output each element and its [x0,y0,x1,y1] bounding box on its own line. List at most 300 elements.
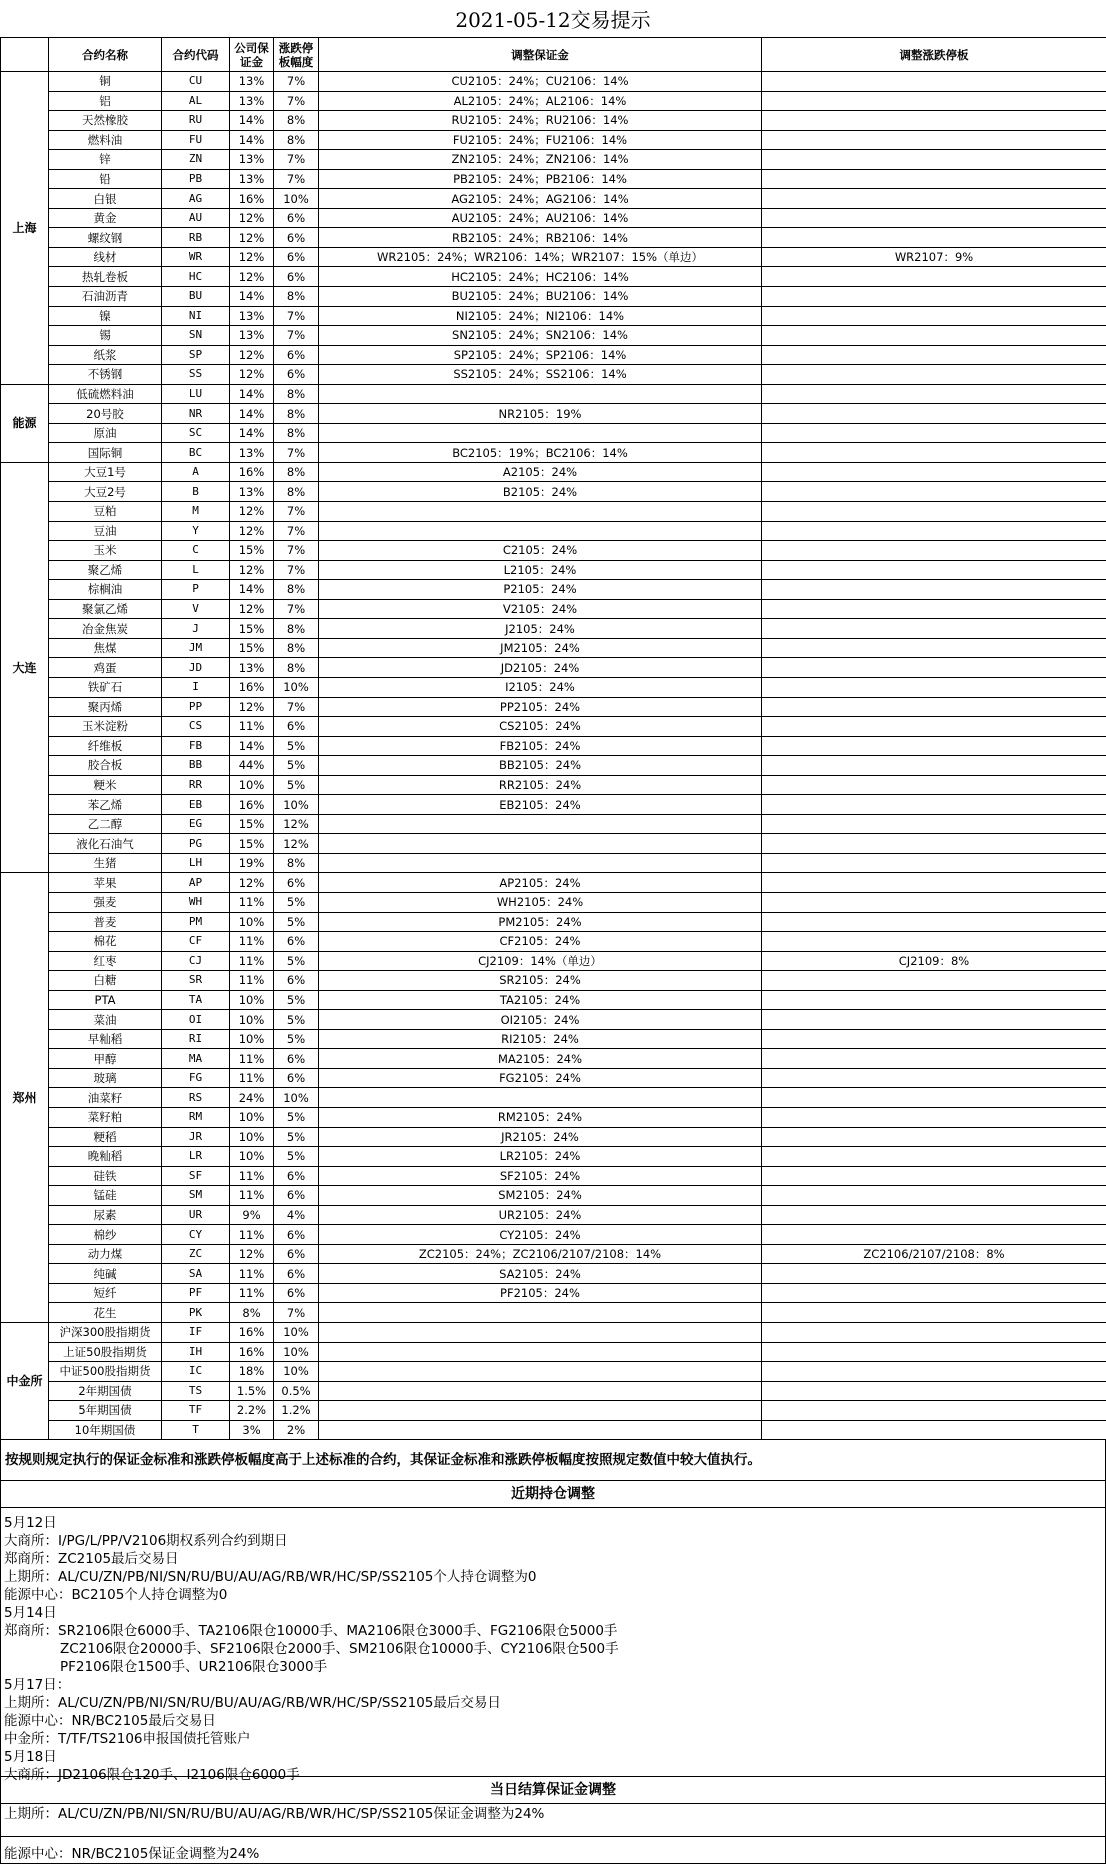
table-row [1,1401,1106,1421]
adjusted-limit-cell [762,873,1106,893]
adjusted-limit-cell [762,423,1106,443]
adjusted-margin-cell: RI2105：24% [319,1029,762,1049]
adjusted-limit-cell [762,619,1106,639]
position-line: 5月12日 [4,1515,57,1532]
table-row [1,541,1106,561]
table-row [1,247,1106,267]
settlement-adjustments [0,1804,1106,1864]
adjusted-limit-cell [762,912,1106,932]
price-limit-cell: 5% [274,1029,319,1049]
table-row [1,756,1106,776]
exchange-cell: 能源 [1,384,49,462]
price-limit-cell: 8% [274,287,319,307]
contract-name-cell: 豆油 [49,521,162,541]
company-margin-cell: 10% [230,775,274,795]
adjusted-limit-cell [762,736,1106,756]
adjusted-margin-cell [319,1362,762,1382]
adjusted-margin-cell: ZN2105：24%；ZN2106：14% [319,150,762,170]
company-margin-cell: 12% [230,697,274,717]
contract-name-cell: 铝 [49,91,162,111]
adjusted-limit-cell [762,482,1106,502]
table-row [1,951,1106,971]
price-limit-cell: 6% [274,345,319,365]
price-limit-cell: 10% [274,677,319,697]
contract-code-cell: SP [162,345,230,365]
contract-name-cell: PTA [49,990,162,1010]
adjusted-limit-cell [762,814,1106,834]
contract-code-cell: AL [162,91,230,111]
company-margin-cell: 12% [230,247,274,267]
company-margin-cell: 14% [230,404,274,424]
contract-name-cell: 尿素 [49,1205,162,1225]
adjusted-margin-cell: RB2105：24%；RB2106：14% [319,228,762,248]
table-row [1,423,1106,443]
price-limit-cell: 5% [274,990,319,1010]
adjusted-margin-cell: JM2105：24% [319,638,762,658]
table-row [1,736,1106,756]
adjusted-limit-cell [762,169,1106,189]
table-row [1,599,1106,619]
adjusted-margin-cell [319,384,762,404]
contract-code-cell: V [162,599,230,619]
table-row [1,1127,1106,1147]
adjusted-limit-cell [762,91,1106,111]
adjusted-margin-cell: SF2105：24% [319,1166,762,1186]
table-row [1,1225,1106,1245]
price-limit-cell: 6% [274,365,319,385]
contract-code-cell: IF [162,1323,230,1343]
price-limit-cell: 5% [274,1010,319,1030]
adjusted-limit-cell [762,1401,1106,1421]
adjusted-limit-cell [762,1362,1106,1382]
table-row [1,130,1106,150]
company-margin-cell: 10% [230,912,274,932]
contract-code-cell: RI [162,1029,230,1049]
price-limit-cell: 0.5% [274,1381,319,1401]
position-line: 5月18日 [4,1749,57,1766]
company-margin-cell: 18% [230,1362,274,1382]
contract-name-cell: 燃料油 [49,130,162,150]
contract-name-cell: 豆粕 [49,502,162,522]
table-row [1,345,1106,365]
contract-name-cell: 黄金 [49,208,162,228]
contract-name-cell: 胶合板 [49,756,162,776]
adjusted-margin-cell: BU2105：24%；BU2106：14% [319,287,762,307]
table-row [1,560,1106,580]
adjusted-margin-cell: V2105：24% [319,599,762,619]
adjusted-limit-cell [762,502,1106,522]
contract-name-cell: 锰硅 [49,1186,162,1206]
table-row [1,287,1106,307]
adjusted-margin-cell: CJ2109：14%（单边） [319,951,762,971]
company-margin-cell: 15% [230,541,274,561]
header-company-margin: 公司保证金 [230,38,274,72]
rule-note: 按规则规定执行的保证金标准和涨跌停板幅度高于上述标准的合约，其保证金标准和涨跌停板幅度按照规定数值中较大值执行。 [0,1440,1106,1480]
adjusted-margin-cell: MA2105：24% [319,1049,762,1069]
position-line: ZC2106限仓20000手、SF2106限仓2000手、SM2106限仓10000手、CY2106限仓500手 [60,1641,619,1658]
contract-name-cell: 短纤 [49,1283,162,1303]
adjusted-margin-cell [319,521,762,541]
price-limit-cell: 7% [274,326,319,346]
adjusted-limit-cell [762,1068,1106,1088]
contract-code-cell: LU [162,384,230,404]
position-line: 郑商所：SR2106限仓6000手、TA2106限仓10000手、MA2106限仓3000手、FG2106限仓5000手 [4,1623,618,1640]
company-margin-cell: 11% [230,971,274,991]
table-row [1,619,1106,639]
contract-name-cell: 10年期国债 [49,1420,162,1440]
adjusted-limit-cell [762,1420,1106,1440]
adjusted-margin-cell: WR2105：24%；WR2106：14%；WR2107：15%（单边） [319,247,762,267]
adjusted-margin-cell: C2105：24% [319,541,762,561]
header-exchange [1,38,49,72]
position-line: 能源中心：BC2105个人持仓调整为0 [4,1587,228,1604]
company-margin-cell: 13% [230,169,274,189]
table-row [1,932,1106,952]
price-limit-cell: 6% [274,228,319,248]
contract-code-cell: SS [162,365,230,385]
contract-name-cell: 玉米 [49,541,162,561]
contract-name-cell: 玉米淀粉 [49,717,162,737]
company-margin-cell: 8% [230,1303,274,1323]
adjusted-margin-cell: WH2105：24% [319,892,762,912]
adjusted-margin-cell: TA2105：24% [319,990,762,1010]
adjusted-limit-cell [762,1010,1106,1030]
adjusted-margin-cell: AL2105：24%；AL2106：14% [319,91,762,111]
adjusted-limit-cell [762,521,1106,541]
adjusted-margin-cell: B2105：24% [319,482,762,502]
adjusted-limit-cell [762,1029,1106,1049]
price-limit-cell: 6% [274,1264,319,1284]
price-limit-cell: 12% [274,814,319,834]
contract-code-cell: PB [162,169,230,189]
company-margin-cell: 13% [230,306,274,326]
adjusted-limit-cell: ZC2106/2107/2108：8% [762,1244,1106,1264]
table-row [1,834,1106,854]
table-row [1,1264,1106,1284]
adjusted-limit-cell [762,1303,1106,1323]
adjusted-limit-cell [762,677,1106,697]
price-limit-cell: 8% [274,853,319,873]
price-limit-cell: 6% [274,1244,319,1264]
contract-name-cell: 粳稻 [49,1127,162,1147]
adjusted-margin-cell [319,1381,762,1401]
company-margin-cell: 12% [230,228,274,248]
contract-code-cell: BU [162,287,230,307]
adjusted-limit-cell [762,150,1106,170]
table-row [1,1088,1106,1108]
adjusted-margin-cell [319,1323,762,1343]
contract-code-cell: SM [162,1186,230,1206]
price-limit-cell: 8% [274,638,319,658]
contract-name-cell: 锡 [49,326,162,346]
company-margin-cell: 13% [230,658,274,678]
contract-code-cell: I [162,677,230,697]
table-row [1,1147,1106,1167]
price-limit-cell: 8% [274,580,319,600]
adjusted-margin-cell: UR2105：24% [319,1205,762,1225]
price-limit-cell: 8% [274,130,319,150]
adjusted-limit-cell [762,1323,1106,1343]
price-limit-cell: 7% [274,169,319,189]
adjusted-limit-cell [762,560,1106,580]
company-margin-cell: 16% [230,462,274,482]
adjusted-limit-cell [762,72,1106,92]
table-row [1,228,1106,248]
table-row [1,1068,1106,1088]
contract-code-cell: RU [162,111,230,131]
contract-code-cell: J [162,619,230,639]
company-margin-cell: 11% [230,1186,274,1206]
contract-code-cell: T [162,1420,230,1440]
contract-name-cell: 锌 [49,150,162,170]
price-limit-cell: 7% [274,91,319,111]
adjusted-limit-cell [762,756,1106,776]
price-limit-cell: 10% [274,1342,319,1362]
adjusted-limit-cell [762,658,1106,678]
adjusted-margin-cell: NI2105：24%；NI2106：14% [319,306,762,326]
price-limit-cell: 10% [274,1323,319,1343]
adjusted-limit-cell: CJ2109：8% [762,951,1106,971]
adjusted-margin-cell [319,1342,762,1362]
table-row [1,971,1106,991]
contract-name-cell: 聚乙烯 [49,560,162,580]
adjusted-limit-cell [762,111,1106,131]
company-margin-cell: 12% [230,599,274,619]
contract-name-cell: 低硫燃料油 [49,384,162,404]
company-margin-cell: 11% [230,951,274,971]
contract-code-cell: SF [162,1166,230,1186]
adjusted-margin-cell: AP2105：24% [319,873,762,893]
contract-name-cell: 花生 [49,1303,162,1323]
contract-code-cell: IC [162,1362,230,1382]
contract-code-cell: LH [162,853,230,873]
adjusted-limit-cell [762,1107,1106,1127]
company-margin-cell: 13% [230,150,274,170]
price-limit-cell: 6% [274,873,319,893]
price-limit-cell: 5% [274,756,319,776]
contract-name-cell: 热轧卷板 [49,267,162,287]
adjusted-margin-cell: CF2105：24% [319,932,762,952]
adjusted-margin-cell: CS2105：24% [319,717,762,737]
company-margin-cell: 12% [230,1244,274,1264]
adjusted-limit-cell [762,130,1106,150]
adjusted-margin-cell: SP2105：24%；SP2106：14% [319,345,762,365]
settlement-line: 能源中心：NR/BC2105保证金调整为24% [4,1846,260,1863]
adjusted-limit-cell [762,1342,1106,1362]
table-row [1,169,1106,189]
table-row [1,814,1106,834]
adjusted-limit-cell [762,228,1106,248]
contract-code-cell: RM [162,1107,230,1127]
company-margin-cell: 12% [230,521,274,541]
adjusted-limit-cell [762,717,1106,737]
company-margin-cell: 16% [230,677,274,697]
contract-name-cell: 大豆1号 [49,462,162,482]
contract-code-cell: CU [162,72,230,92]
table-row [1,208,1106,228]
table-row [1,1244,1106,1264]
adjusted-margin-cell [319,834,762,854]
price-limit-cell: 10% [274,189,319,209]
adjusted-margin-cell: SR2105：24% [319,971,762,991]
contract-code-cell: PP [162,697,230,717]
adjusted-limit-cell [762,1147,1106,1167]
contract-code-cell: PM [162,912,230,932]
contract-code-cell: PF [162,1283,230,1303]
price-limit-cell: 8% [274,111,319,131]
contract-name-cell: 国际铜 [49,443,162,463]
adjusted-margin-cell: LR2105：24% [319,1147,762,1167]
price-limit-cell: 7% [274,521,319,541]
price-limit-cell: 6% [274,267,319,287]
adjusted-limit-cell [762,580,1106,600]
adjusted-limit-cell [762,1205,1106,1225]
header-adjusted-limit: 调整涨跌停板 [762,38,1106,72]
table-row [1,1323,1106,1343]
table-row [1,717,1106,737]
adjusted-limit-cell [762,638,1106,658]
price-limit-cell: 5% [274,912,319,932]
table-row [1,1303,1106,1323]
contract-code-cell: ZN [162,150,230,170]
company-margin-cell: 13% [230,91,274,111]
company-margin-cell: 2.2% [230,1401,274,1421]
company-margin-cell: 10% [230,1107,274,1127]
company-margin-cell: 14% [230,384,274,404]
table-row [1,658,1106,678]
price-limit-cell: 6% [274,971,319,991]
price-limit-cell: 6% [274,932,319,952]
exchange-cell: 上海 [1,72,49,385]
price-limit-cell: 7% [274,541,319,561]
contract-name-cell: 镍 [49,306,162,326]
price-limit-cell: 7% [274,560,319,580]
table-row [1,1381,1106,1401]
position-line: 中金所：T/TF/TS2106申报国债托管账户 [4,1731,251,1748]
contract-name-cell: 中证500股指期货 [49,1362,162,1382]
table-row [1,892,1106,912]
price-limit-cell: 4% [274,1205,319,1225]
adjusted-limit-cell [762,697,1106,717]
contract-name-cell: 2年期国债 [49,1381,162,1401]
price-limit-cell: 10% [274,1362,319,1382]
contract-name-cell: 普麦 [49,912,162,932]
contract-name-cell: 红枣 [49,951,162,971]
company-margin-cell: 13% [230,482,274,502]
price-limit-cell: 7% [274,697,319,717]
adjusted-margin-cell: SS2105：24%；SS2106：14% [319,365,762,385]
company-margin-cell: 10% [230,990,274,1010]
contract-code-cell: HC [162,267,230,287]
contract-name-cell: 鸡蛋 [49,658,162,678]
adjusted-limit-cell [762,853,1106,873]
price-limit-cell: 5% [274,1147,319,1167]
contract-name-cell: 棉花 [49,932,162,952]
contract-name-cell: 白糖 [49,971,162,991]
settlement-section-title: 当日结算保证金调整 [0,1776,1106,1804]
adjusted-margin-cell: BB2105：24% [319,756,762,776]
adjusted-margin-cell: PP2105：24% [319,697,762,717]
price-limit-cell: 7% [274,1303,319,1323]
table-row [1,502,1106,522]
contract-name-cell: 甲醇 [49,1049,162,1069]
contract-code-cell: PK [162,1303,230,1323]
price-limit-cell: 5% [274,775,319,795]
contract-code-cell: L [162,560,230,580]
contract-code-cell: BB [162,756,230,776]
company-margin-cell: 14% [230,111,274,131]
adjusted-limit-cell [762,599,1106,619]
table-row [1,580,1106,600]
contract-name-cell: 液化石油气 [49,834,162,854]
contract-code-cell: Y [162,521,230,541]
company-margin-cell: 19% [230,853,274,873]
company-margin-cell: 24% [230,1088,274,1108]
adjusted-margin-cell: SA2105：24% [319,1264,762,1284]
table-row [1,1362,1106,1382]
contract-name-cell: 大豆2号 [49,482,162,502]
adjusted-margin-cell [319,1303,762,1323]
header-adjusted-margin: 调整保证金 [319,38,762,72]
company-margin-cell: 12% [230,502,274,522]
company-margin-cell: 13% [230,443,274,463]
company-margin-cell: 16% [230,1342,274,1362]
price-limit-cell: 5% [274,1107,319,1127]
adjusted-limit-cell [762,990,1106,1010]
table-row [1,462,1106,482]
price-limit-cell: 7% [274,150,319,170]
table-row [1,267,1106,287]
price-limit-cell: 6% [274,208,319,228]
company-margin-cell: 12% [230,208,274,228]
contract-code-cell: TS [162,1381,230,1401]
table-row [1,1342,1106,1362]
table-row [1,72,1106,92]
contract-code-cell: CJ [162,951,230,971]
adjusted-limit-cell [762,365,1106,385]
contract-code-cell: CY [162,1225,230,1245]
price-limit-cell: 7% [274,443,319,463]
contract-name-cell: 早籼稻 [49,1029,162,1049]
company-margin-cell: 12% [230,267,274,287]
adjusted-margin-cell: JD2105：24% [319,658,762,678]
table-body [1,72,1106,1440]
adjusted-margin-cell [319,1401,762,1421]
contract-name-cell: 冶金焦炭 [49,619,162,639]
adjusted-limit-cell [762,834,1106,854]
contract-name-cell: 玻璃 [49,1068,162,1088]
adjusted-margin-cell: FG2105：24% [319,1068,762,1088]
position-adjustments [0,1508,1106,1784]
contract-code-cell: SA [162,1264,230,1284]
table-row [1,521,1106,541]
contract-code-cell: IH [162,1342,230,1362]
position-line: 大商所：I/PG/L/PP/V2106期权系列合约到期日 [4,1533,288,1550]
adjusted-limit-cell [762,775,1106,795]
table-row [1,404,1106,424]
exchange-cell: 郑州 [1,873,49,1323]
contract-name-cell: 石油沥青 [49,287,162,307]
position-line: 5月14日 [4,1605,57,1622]
adjusted-limit-cell [762,287,1106,307]
price-limit-cell: 8% [274,384,319,404]
contract-code-cell: RR [162,775,230,795]
contract-code-cell: NI [162,306,230,326]
table-row [1,697,1106,717]
company-margin-cell: 12% [230,345,274,365]
contract-name-cell: 苯乙烯 [49,795,162,815]
contract-name-cell: 上证50股指期货 [49,1342,162,1362]
